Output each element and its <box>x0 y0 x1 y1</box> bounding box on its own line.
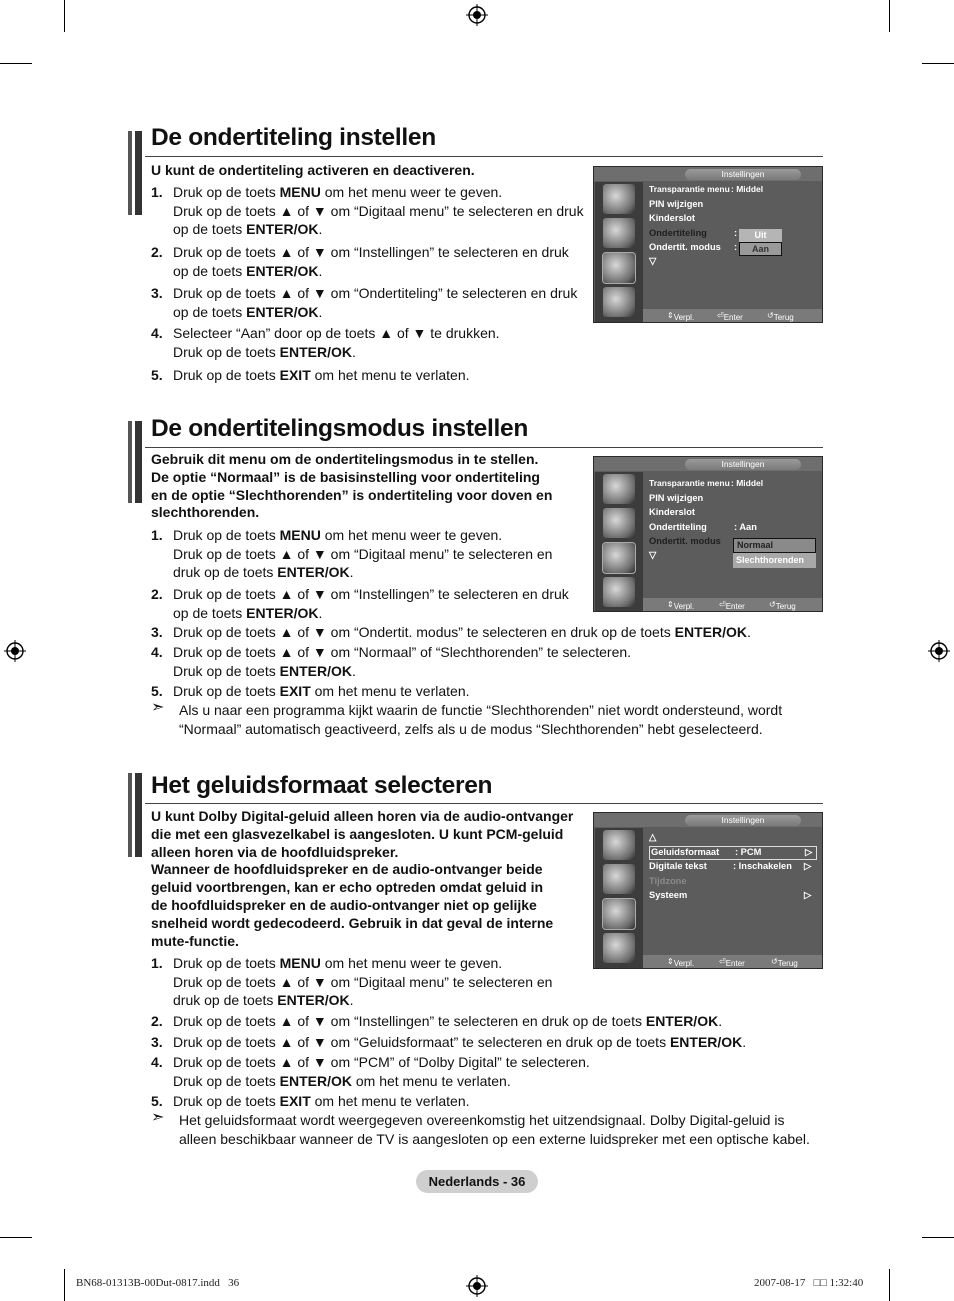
instruction-step: 5. Druk op de toets EXIT om het menu te verlaten. <box>151 683 470 699</box>
osd-row-disabled: Tijdzone <box>649 876 687 886</box>
osd-option[interactable]: Uit <box>739 229 782 242</box>
registration-mark-icon <box>928 640 950 662</box>
chevron-right-icon: ▷ <box>804 861 812 871</box>
sound-menu-icon <box>603 508 635 538</box>
input-menu-icon <box>603 933 635 963</box>
osd-row[interactable]: Ondertit. modus : <box>649 242 738 252</box>
osd-row-selected[interactable]: Ondertiteling : <box>649 228 738 238</box>
section-intro: U kunt Dolby Digital-geluid alleen horen via de audio-ontvanger die met een glasvezelkabel is aangesloten. U kunt PCM-geluid alleen horen via de hoofdluidspreker. Wanneer de hoofdluidspreker en de audio-ontvanger beide geluid voortbrengen, kan er echo optreden omdat geluid in de hoofdluidspreker en de audio-ontvanger niet op gelijke snelheid wordt gedecodeerd. Gebruik in dat geval de interne mute-functie. <box>151 808 574 949</box>
crop-mark <box>889 0 890 32</box>
step-number: 1. <box>151 184 163 200</box>
chevron-right-icon: ▷ <box>805 847 813 857</box>
crop-mark <box>64 0 65 32</box>
instruction-step: 2. Druk op de toets ▲ of ▼ om “Instellingen” te selecteren en druk op de toets ENTER/OK. <box>151 244 569 279</box>
step-number: 3. <box>151 624 163 640</box>
section-intro: U kunt de ondertiteling activeren en deactiveren. <box>151 162 475 178</box>
osd-row-selected[interactable]: Ondertit. modus <box>649 536 721 546</box>
section-marker <box>128 773 142 857</box>
step-number: 4. <box>151 1054 163 1070</box>
osd-footer: ⇕ Verpl. ⏎ Enter ↺ Terug <box>643 955 822 968</box>
note: ➣ Het geluidsformaat wordt weergegeven overeenkomstig het uitzendsignaal. Dolby Digital-geluid is alleen beschikbaar wanneer de TV is aangesloten op een externe luidspreker met een optische kabel. <box>151 1109 810 1147</box>
step-number: 1. <box>151 955 163 971</box>
registration-mark-icon <box>4 640 26 662</box>
step-number: 5. <box>151 367 163 383</box>
instruction-step: 4. Druk op de toets ▲ of ▼ om “PCM” of “Dolby Digital” te selecteren. Druk op de toets ENTER/OK om het menu te verlaten. <box>151 1054 590 1089</box>
osd-row[interactable]: PIN wijzigen <box>649 493 704 503</box>
step-number: 2. <box>151 244 163 260</box>
step-number: 3. <box>151 285 163 301</box>
step-number: 2. <box>151 1013 163 1029</box>
osd-row[interactable]: Transparantie menu : Middel <box>649 478 764 488</box>
setup-menu-icon <box>603 253 635 283</box>
section-title: De ondertitelingsmodus instellen <box>151 415 529 442</box>
osd-option-selected[interactable]: Aan <box>739 242 782 256</box>
step-number: 3. <box>151 1034 163 1050</box>
registration-mark-icon <box>466 4 488 26</box>
crop-mark <box>889 1269 890 1301</box>
osd-menu <box>593 166 823 323</box>
input-menu-icon <box>603 577 635 607</box>
step-number: 4. <box>151 325 163 341</box>
instruction-step: 5. Druk op de toets EXIT om het menu te verlaten. <box>151 367 470 383</box>
step-number: 5. <box>151 1093 163 1109</box>
crop-mark <box>0 63 32 64</box>
section-rule <box>145 803 823 804</box>
osd-row[interactable]: Kinderslot <box>649 213 695 223</box>
picture-menu-icon <box>603 474 635 504</box>
setup-menu-icon <box>603 543 635 573</box>
instruction-step: 3. Druk op de toets ▲ of ▼ om “Ondertit. modus” te selecteren en druk op de toets ENTER/OK. <box>151 624 751 640</box>
osd-row-selected[interactable]: Geluidsformaat : PCM ▷ <box>649 846 817 860</box>
setup-menu-icon <box>603 899 635 929</box>
instruction-step: 2. Druk op de toets ▲ of ▼ om “Instellingen” te selecteren en druk op de toets ENTER/OK. <box>151 586 569 621</box>
osd-footer: ⇕ Verpl. ⏎ Enter ↺ Terug <box>643 598 822 611</box>
chevron-right-icon: ▷ <box>804 890 812 900</box>
picture-menu-icon <box>603 830 635 860</box>
section-intro: Gebruik dit menu om de ondertitelingsmodus in te stellen. De optie “Normaal” is de basisinstelling voor ondertiteling en de optie “Slechthorenden” is ondertiteling voor doven en slechthorenden. <box>151 451 553 521</box>
osd-row: △ <box>649 832 657 842</box>
osd-menu <box>593 812 823 969</box>
section-marker <box>128 421 142 503</box>
step-number: 1. <box>151 527 163 543</box>
osd-header: Instellingen <box>685 459 801 470</box>
instruction-step: 3. Druk op de toets ▲ of ▼ om “Ondertiteling” te selecteren en druk op de toets ENTER/OK. <box>151 285 578 320</box>
input-menu-icon <box>603 287 635 317</box>
osd-row[interactable]: PIN wijzigen <box>649 199 704 209</box>
osd-footer: ⇕ Verpl. ⏎ Enter ↺ Terug <box>643 309 822 322</box>
instruction-step: 1. Druk op de toets MENU om het menu weer te geven. Druk op de toets ▲ of ▼ om “Digitaal menu” te selecteren en druk op de toets ENTER/OK. <box>151 527 553 580</box>
osd-row: ▽ <box>649 550 657 560</box>
registration-mark-icon <box>466 1275 488 1297</box>
osd-menu <box>593 456 823 612</box>
instruction-step: 1. Druk op de toets MENU om het menu weer te geven. Druk op de toets ▲ of ▼ om “Digitaal menu” te selecteren en druk op de toets ENTER/OK. <box>151 955 553 1008</box>
picture-menu-icon <box>603 184 635 214</box>
print-slug-date: 2007-08-17 □□ 1:32:40 <box>754 1277 864 1289</box>
osd-header: Instellingen <box>685 815 801 826</box>
section-marker <box>128 131 142 215</box>
instruction-step: 4. Druk op de toets ▲ of ▼ om “Normaal” of “Slechthorenden” te selecteren. Druk op de toets ENTER/OK. <box>151 644 632 679</box>
section-rule <box>145 156 823 157</box>
sound-menu-icon <box>603 218 635 248</box>
osd-option-selected[interactable]: Normaal <box>733 538 816 553</box>
print-slug-file: BN68-01313B-00Dut-0817.indd 36 <box>76 1277 240 1289</box>
note-arrow-icon: ➣ <box>151 699 165 716</box>
section-rule <box>145 447 823 448</box>
osd-row[interactable]: Systeem ▷ <box>649 890 812 900</box>
instruction-step: 1. Druk op de toets MENU om het menu weer te geven. Druk op de toets ▲ of ▼ om “Digitaal menu” te selecteren en druk op de toets ENTER/OK. <box>151 184 584 237</box>
section-title: De ondertiteling instellen <box>151 124 436 151</box>
osd-header: Instellingen <box>685 169 801 180</box>
osd-row[interactable]: Transparantie menu : Middel <box>649 184 764 194</box>
osd-row: ▽ <box>649 256 657 266</box>
instruction-step: 2. Druk op de toets ▲ of ▼ om “Instellingen” te selecteren en druk op de toets ENTER/OK. <box>151 1013 723 1029</box>
crop-mark <box>922 63 954 64</box>
step-number: 2. <box>151 586 163 602</box>
osd-option[interactable]: Slechthorenden <box>733 553 816 568</box>
page-number: Nederlands - 36 <box>416 1170 538 1193</box>
crop-mark <box>0 1237 32 1238</box>
step-number: 4. <box>151 644 163 660</box>
instruction-step: 3. Druk op de toets ▲ of ▼ om “Geluidsformaat” te selecteren en druk op de toets ENTER/OK. <box>151 1034 747 1050</box>
osd-row[interactable]: Kinderslot <box>649 507 695 517</box>
section-title: Het geluidsformaat selecteren <box>151 772 493 799</box>
sound-menu-icon <box>603 864 635 894</box>
osd-row[interactable]: Digitale tekst : Inschakelen ▷ <box>649 861 812 871</box>
osd-row[interactable]: Ondertiteling : Aan <box>649 522 757 532</box>
crop-mark <box>922 1237 954 1238</box>
note-arrow-icon: ➣ <box>151 1109 165 1126</box>
step-number: 5. <box>151 683 163 699</box>
note: ➣ Als u naar een programma kijkt waarin de functie “Slechthorenden” niet wordt ondersteund, wordt “Normaal” automatisch geactiveerd, zelfs als u de modus “Slechthorenden” hebt geselecteerd. <box>151 699 783 737</box>
instruction-step: 4. Selecteer “Aan” door op de toets ▲ of ▼ te drukken. Druk op de toets ENTER/OK. <box>151 325 500 360</box>
instruction-step: 5. Druk op de toets EXIT om het menu te verlaten. <box>151 1093 470 1109</box>
crop-mark <box>64 1269 65 1301</box>
